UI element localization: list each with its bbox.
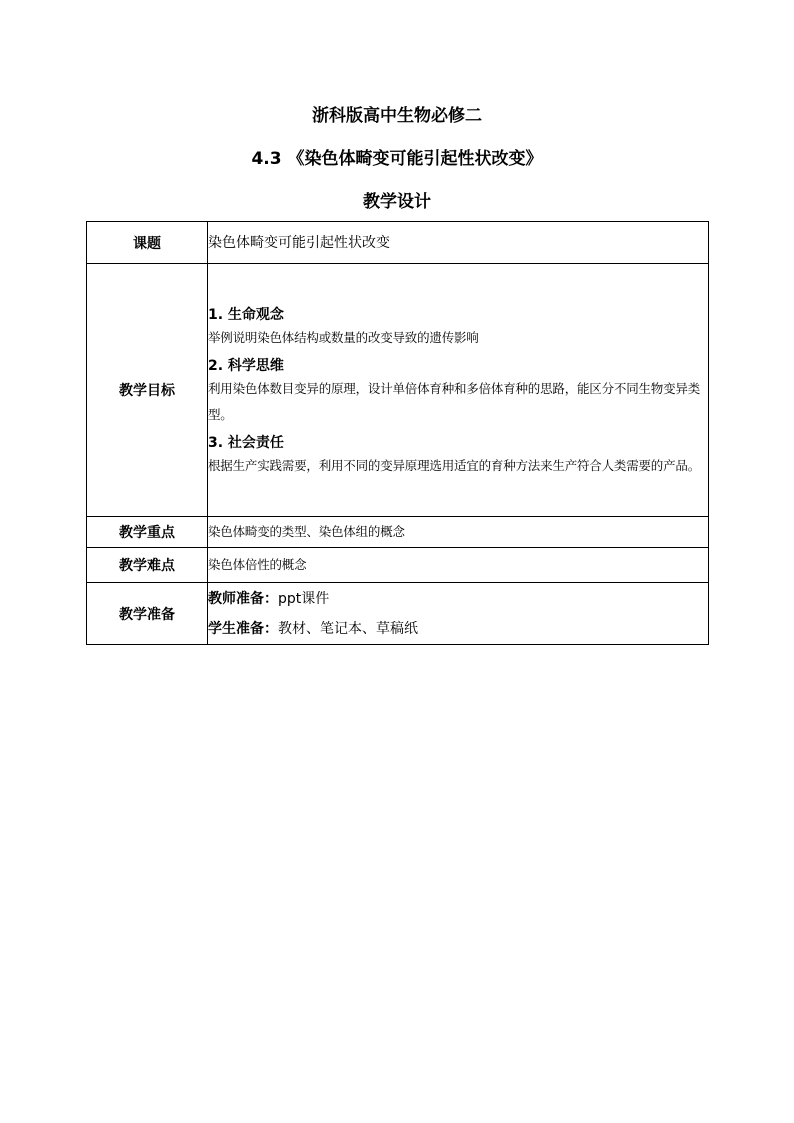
difficulties-value: 染色体倍性的概念 [208, 557, 307, 572]
topic-value-cell [208, 222, 709, 264]
table-row-preparation [87, 583, 709, 645]
table-row-goals [87, 264, 709, 517]
goal-text: 利用染色体数目变异的原理，设计单倍体育种和多倍体育种的思路，能区分不同生物变异类型。 [208, 381, 701, 422]
document-type-title: 教学设计 [363, 192, 431, 212]
goal-text: 根据生产实践需要，利用不同的变异原理选用适宜的育种方法来生产符合人类需要的产品。 [208, 458, 701, 473]
student-preparation-value: 教材、笔记本、草稿纸 [278, 620, 418, 637]
teacher-preparation-value: ppt课件 [278, 590, 330, 607]
table-row-difficulties [87, 548, 709, 583]
goal-heading: 3. 社会责任 [208, 435, 284, 451]
teacher-preparation-label: 教师准备： [208, 590, 278, 607]
table-row-key-points [87, 517, 709, 548]
goal-heading: 2. 科学思维 [208, 358, 284, 374]
student-preparation [208, 614, 708, 644]
goal-heading: 1. 生命观念 [208, 307, 284, 323]
goal-text: 举例说明染色体结构或数量的改变导致的遗传影响 [208, 330, 479, 345]
document-title: 浙科版高中生物必修二 [312, 106, 482, 126]
preparation-cell [208, 583, 709, 645]
goals-cell [208, 264, 709, 517]
topic-value: 染色体畸变可能引起性状改变 [208, 234, 390, 251]
lesson-plan-table [86, 221, 709, 645]
key-points-cell [208, 517, 709, 548]
difficulties-label: 教学难点 [87, 548, 208, 583]
teacher-preparation [208, 584, 708, 614]
preparation-label: 教学准备 [87, 583, 208, 645]
difficulties-cell [208, 548, 709, 583]
table-row-topic [87, 222, 709, 264]
goals-label: 教学目标 [87, 264, 208, 517]
key-points-label: 教学重点 [87, 517, 208, 548]
key-points-value: 染色体畸变的类型、染色体组的概念 [208, 524, 405, 539]
student-preparation-label: 学生准备： [208, 620, 278, 637]
lesson-title: 4.3 《染色体畸变可能引起性状改变》 [251, 149, 543, 169]
topic-label: 课题 [87, 222, 208, 264]
